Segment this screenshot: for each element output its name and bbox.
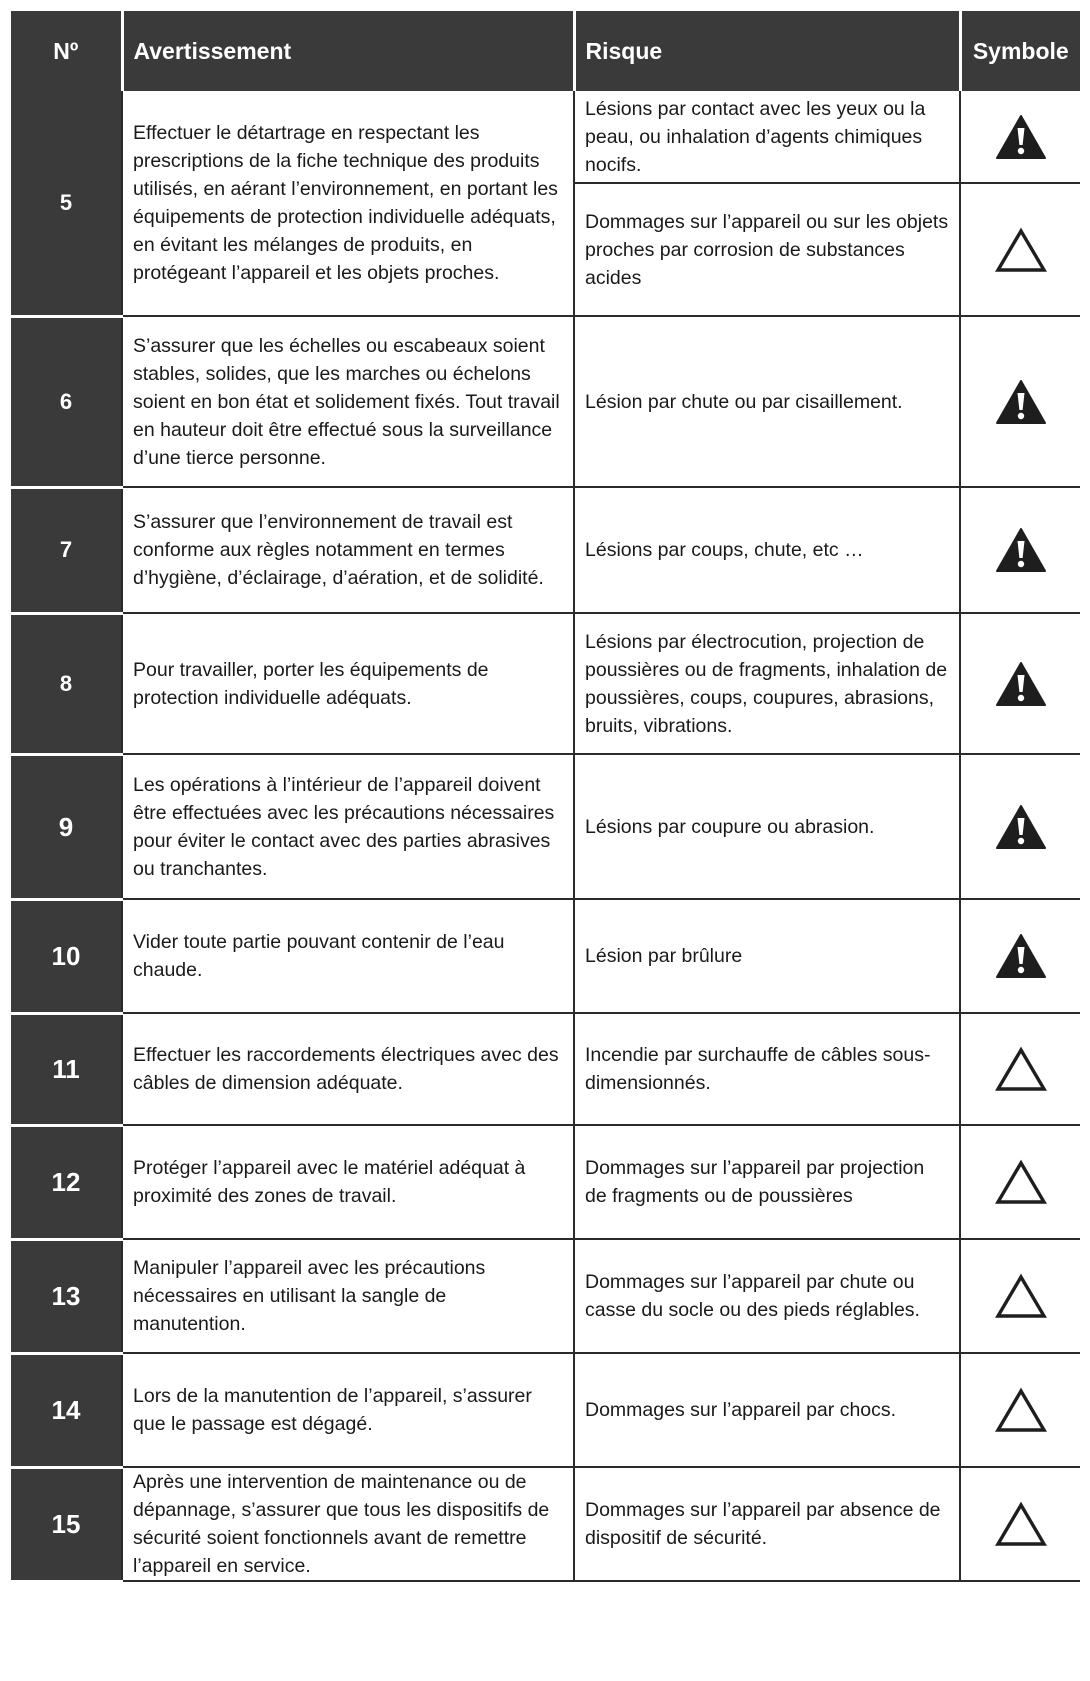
risk-text: Dommages sur l’appareil par absence de dispositif de sécurité. [574,1467,960,1581]
danger-filled-triangle-icon [995,114,1047,160]
table-row [11,899,1080,1013]
header-risque: Risque [574,11,960,91]
table-row [11,613,1080,754]
row-number: 9 [11,754,122,899]
symbol-cell [960,316,1080,487]
risk-text: Lésions par électrocution, projection de poussières ou de fragments, inhalation de poussières, coups, coupures, abrasions, bruits, vibrations. [574,613,960,754]
row-number: 7 [11,487,122,613]
row-number: 8 [11,613,122,754]
row-number: 15 [11,1467,122,1581]
symbol-cell [960,754,1080,899]
warning-text: S’assurer que l’environnement de travail est conforme aux règles notamment en termes d’hygiène, d’éclairage, d’aération, et de solidité. [122,487,574,613]
warning-text: Protéger l’appareil avec le matériel adéquat à proximité des zones de travail. [122,1125,574,1239]
row-number: 13 [11,1239,122,1353]
table-header-row [11,11,1080,91]
risk-text: Lésions par contact avec les yeux ou la peau, ou inhalation d’agents chimiques nocifs. [574,91,960,183]
header-number: Nº [11,11,122,91]
danger-filled-triangle-icon [995,804,1047,850]
table-row [11,754,1080,899]
risk-text: Dommages sur l’appareil par projection de fragments ou de poussières [574,1125,960,1239]
table-row [11,1125,1080,1239]
table-row [11,1467,1080,1581]
warning-text: Vider toute partie pouvant contenir de l’eau chaude. [122,899,574,1013]
risk-text: Dommages sur l’appareil ou sur les objets proches par corrosion de substances acides [574,183,960,316]
danger-filled-triangle-icon [995,933,1047,979]
risk-text: Lésion par chute ou par cisaillement. [574,316,960,487]
row-number: 12 [11,1125,122,1239]
symbol-cell [960,1125,1080,1239]
symbol-cell [960,1467,1080,1581]
caution-outline-triangle-icon [995,1501,1047,1547]
risk-text: Lésions par coups, chute, etc … [574,487,960,613]
symbol-cell [960,183,1080,316]
caution-outline-triangle-icon [995,1159,1047,1205]
warning-text: Pour travailler, porter les équipements de protection individuelle adéquats. [122,613,574,754]
symbol-cell [960,1239,1080,1353]
row-number: 14 [11,1353,122,1467]
warning-text: Les opérations à l’intérieur de l’appareil doivent être effectuées avec les précautions nécessaires pour éviter le contact avec des parties abrasives ou tranchantes. [122,754,574,899]
warning-text: Effectuer le détartrage en respectant les prescriptions de la fiche technique des produits utilisés, en aérant l’environnement, en portant les équipements de protection individuelle adéquats, en évitant les mélanges de produits, en protégeant l’appareil et les objets proches. [122,91,574,316]
symbol-cell [960,487,1080,613]
table-row [11,1353,1080,1467]
warning-text: Manipuler l’appareil avec les précautions nécessaires en utilisant la sangle de manutention. [122,1239,574,1353]
symbol-cell [960,91,1080,183]
table-row [11,487,1080,613]
symbol-cell [960,899,1080,1013]
risk-text: Incendie par surchauffe de câbles sous-dimensionnés. [574,1013,960,1125]
symbol-cell [960,613,1080,754]
warning-text: S’assurer que les échelles ou escabeaux soient stables, solides, que les marches ou échelons soient en bon état et solidement fixés. Tout travail en hauteur doit être effectué sous la surveillance d’une tierce personne. [122,316,574,487]
caution-outline-triangle-icon [995,1273,1047,1319]
table-row [11,1239,1080,1353]
table-row [11,1013,1080,1125]
risk-text: Lésion par brûlure [574,899,960,1013]
caution-outline-triangle-icon [995,1046,1047,1092]
safety-warnings-table [11,11,1080,1583]
danger-filled-triangle-icon [995,661,1047,707]
warning-text: Effectuer les raccordements électriques avec des câbles de dimension adéquate. [122,1013,574,1125]
caution-outline-triangle-icon [995,1387,1047,1433]
risk-text: Lésions par coupure ou abrasion. [574,754,960,899]
caution-outline-triangle-icon [995,227,1047,273]
row-number: 6 [11,316,122,487]
table-row [11,91,1080,183]
symbol-cell [960,1013,1080,1125]
risk-text: Dommages sur l’appareil par chocs. [574,1353,960,1467]
warning-text: Lors de la manutention de l’appareil, s’assurer que le passage est dégagé. [122,1353,574,1467]
header-avertissement: Avertissement [122,11,574,91]
warning-text: Après une intervention de maintenance ou de dépannage, s’assurer que tous les dispositifs de sécurité soient fonctionnels avant de remettre l’appareil en service. [122,1467,574,1581]
row-number: 10 [11,899,122,1013]
row-number: 5 [11,91,122,316]
danger-filled-triangle-icon [995,527,1047,573]
header-symbole: Symbole [960,11,1080,91]
danger-filled-triangle-icon [995,379,1047,425]
risk-text: Dommages sur l’appareil par chute ou casse du socle ou des pieds réglables. [574,1239,960,1353]
row-number: 11 [11,1013,122,1125]
symbol-cell [960,1353,1080,1467]
table-row [11,316,1080,487]
